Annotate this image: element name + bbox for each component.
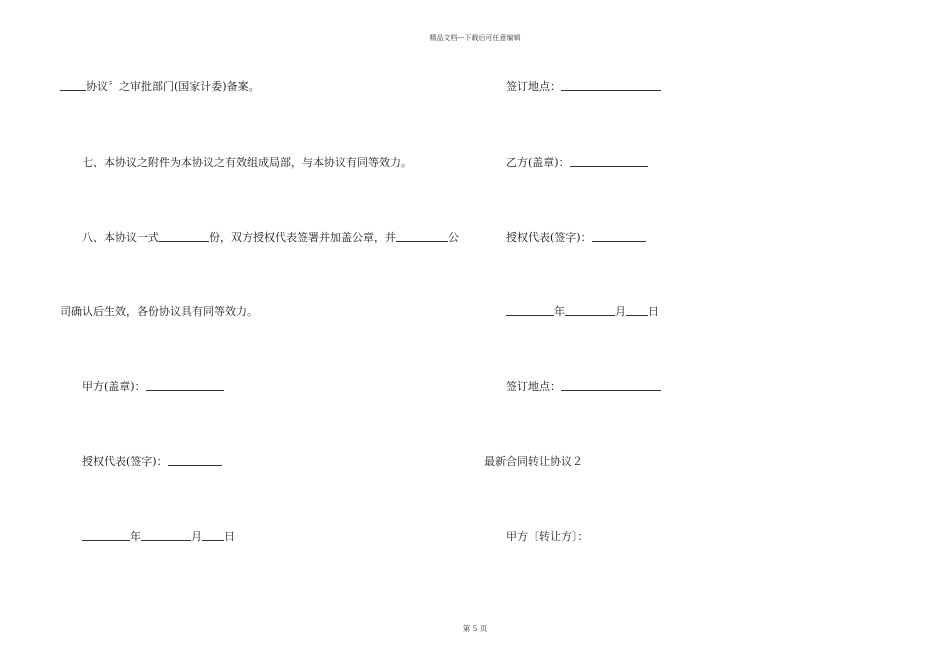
page-header: 精品文档---下载后可任意编辑 [429, 34, 521, 42]
page-number: 第 5 页 [462, 624, 488, 633]
day-blank [626, 305, 648, 316]
section-title: 最新合同转让协议２ [484, 455, 583, 468]
party-a-seal-line: 甲方(盖章)： [82, 380, 224, 394]
left-line-effective: 司确认后生效，各份协议具有同等效力。 [60, 305, 258, 318]
party-a-signature-blank [168, 455, 222, 466]
blank-underline [60, 80, 86, 91]
party-b-date-line: 年 月 日 [506, 305, 659, 319]
signing-place-blank [561, 80, 661, 91]
year-blank [506, 305, 554, 316]
party-b-signature-blank [592, 231, 646, 242]
copies-blank [159, 231, 209, 242]
party-b-seal-line: 乙方(盖章)： [506, 156, 648, 170]
month-blank [141, 530, 191, 541]
party-a-seal-blank [146, 380, 224, 391]
party-b-representative-line: 授权代表(签字)： [506, 231, 646, 245]
day-blank [202, 530, 224, 541]
left-line-approval-filing: 协议〞之审批部门(国家计委)备案。 [60, 80, 260, 94]
signing-place-line: 签订地点： [506, 80, 661, 94]
signing-place-blank [561, 380, 661, 391]
party-b-seal-blank [570, 156, 648, 167]
party-a-date-line: 年 月 日 [82, 530, 235, 544]
left-line-clause-eight: 八、本协议一式 份，双方授权代表签署并加盖公章，并 公 [82, 231, 459, 244]
company-blank [396, 231, 448, 242]
month-blank [565, 305, 615, 316]
signing-place-line-2: 签订地点： [506, 380, 661, 394]
transferor-line: 甲方〔转让方〕： [506, 530, 589, 543]
party-a-representative-line: 授权代表(签字)： [82, 455, 222, 469]
year-blank [82, 530, 130, 541]
left-line-clause-seven: 七、本协议之附件为本协议之有效组成局部，与本协议有同等效力。 [82, 156, 412, 169]
